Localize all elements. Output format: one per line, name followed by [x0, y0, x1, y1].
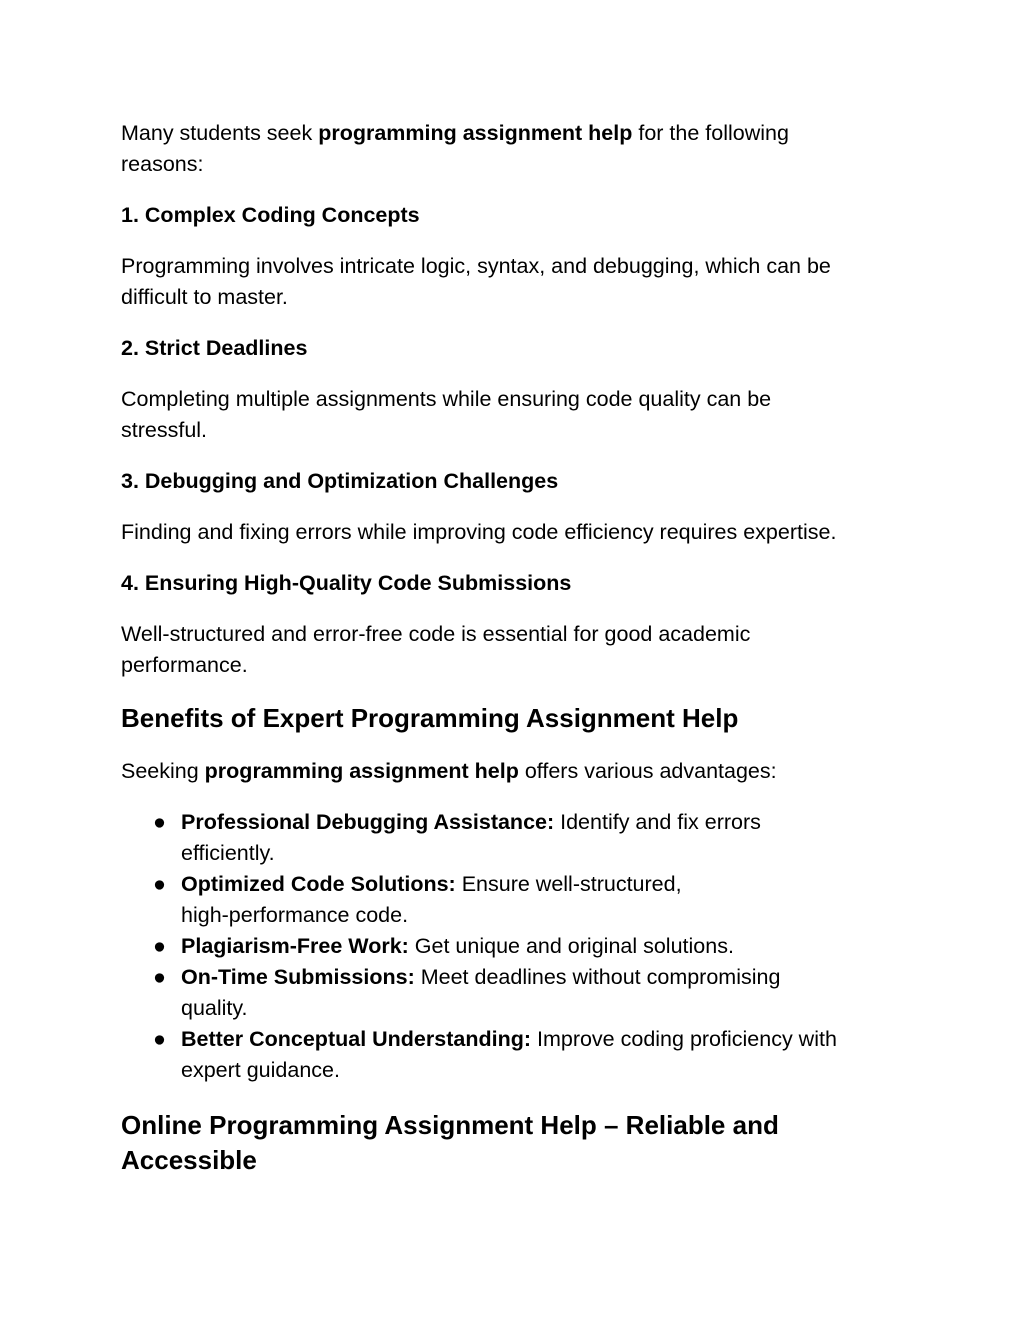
item-text: Improve coding proficiency with — [531, 1027, 837, 1051]
item-bold-label: Better Conceptual Understanding: — [181, 1027, 531, 1051]
benefits-lead — [121, 756, 911, 787]
benefits-list — [121, 807, 911, 1086]
reason-heading: 1. Complex Coding Concepts — [121, 203, 420, 227]
reason-heading: 4. Ensuring High-Quality Code Submissions — [121, 571, 572, 595]
list-item — [121, 807, 911, 869]
intro-paragraph — [121, 118, 911, 180]
reason-text-line: difficult to master. — [121, 285, 288, 309]
item-text: Get unique and original solutions. — [408, 934, 734, 958]
item-bold-label: Professional Debugging Assistance: — [181, 810, 555, 834]
item-bold-label: Optimized Code Solutions: — [181, 872, 456, 896]
item-text-cont: expert guidance. — [181, 1058, 340, 1082]
reason-text-line: Well-structured and error-free code is essential for good academic — [121, 622, 751, 646]
item-bold-label: Plagiarism-Free Work: — [181, 934, 409, 958]
reason-text-line: performance. — [121, 653, 248, 677]
item-text: Meet deadlines without compromising — [414, 965, 781, 989]
bullet-icon: ● — [153, 810, 166, 834]
lead-suffix: offers various advantages: — [518, 759, 777, 783]
reason-text-line: Completing multiple assignments while ensuring code quality can be — [121, 387, 772, 411]
online-heading — [121, 1108, 911, 1178]
list-item — [121, 931, 911, 962]
reason-text-line: Finding and fixing errors while improving code efficiency requires expertise. — [121, 520, 837, 544]
document-page — [121, 118, 911, 1178]
bullet-icon: ● — [153, 1027, 166, 1051]
reason-paragraph — [121, 619, 911, 681]
benefits-heading: Benefits of Expert Programming Assignment Help — [121, 703, 739, 733]
bullet-icon: ● — [153, 965, 166, 989]
online-heading-line1: Online Programming Assignment Help – Reliable and — [121, 1110, 779, 1140]
item-text-cont: high-performance code. — [181, 903, 409, 927]
list-item — [121, 869, 911, 931]
reason-paragraph — [121, 251, 911, 313]
reason-text-line: stressful. — [121, 418, 208, 442]
intro-suffix-line2: reasons: — [121, 152, 204, 176]
item-text: Ensure well-structured, — [455, 872, 682, 896]
lead-prefix: Seeking — [121, 759, 205, 783]
reason-paragraph — [121, 384, 911, 446]
reason-text-line: Programming involves intricate logic, syntax, and debugging, which can be — [121, 254, 831, 278]
bullet-icon: ● — [153, 934, 166, 958]
item-bold-label: On-Time Submissions: — [181, 965, 415, 989]
list-item — [121, 962, 911, 1024]
reason-heading: 3. Debugging and Optimization Challenges — [121, 469, 559, 493]
intro-prefix: Many students seek — [121, 121, 319, 145]
intro-suffix: for the following — [632, 121, 789, 145]
intro-bold-phrase: programming assignment help — [318, 121, 633, 145]
online-heading-line2: Accessible — [121, 1145, 257, 1175]
list-item — [121, 1024, 911, 1086]
item-text-cont: quality. — [181, 996, 248, 1020]
reason-paragraph — [121, 517, 911, 548]
lead-bold-phrase: programming assignment help — [204, 759, 519, 783]
item-text-cont: efficiently. — [181, 841, 275, 865]
bullet-icon: ● — [153, 872, 166, 896]
reason-heading: 2. Strict Deadlines — [121, 336, 308, 360]
item-text: Identify and fix errors — [554, 810, 761, 834]
